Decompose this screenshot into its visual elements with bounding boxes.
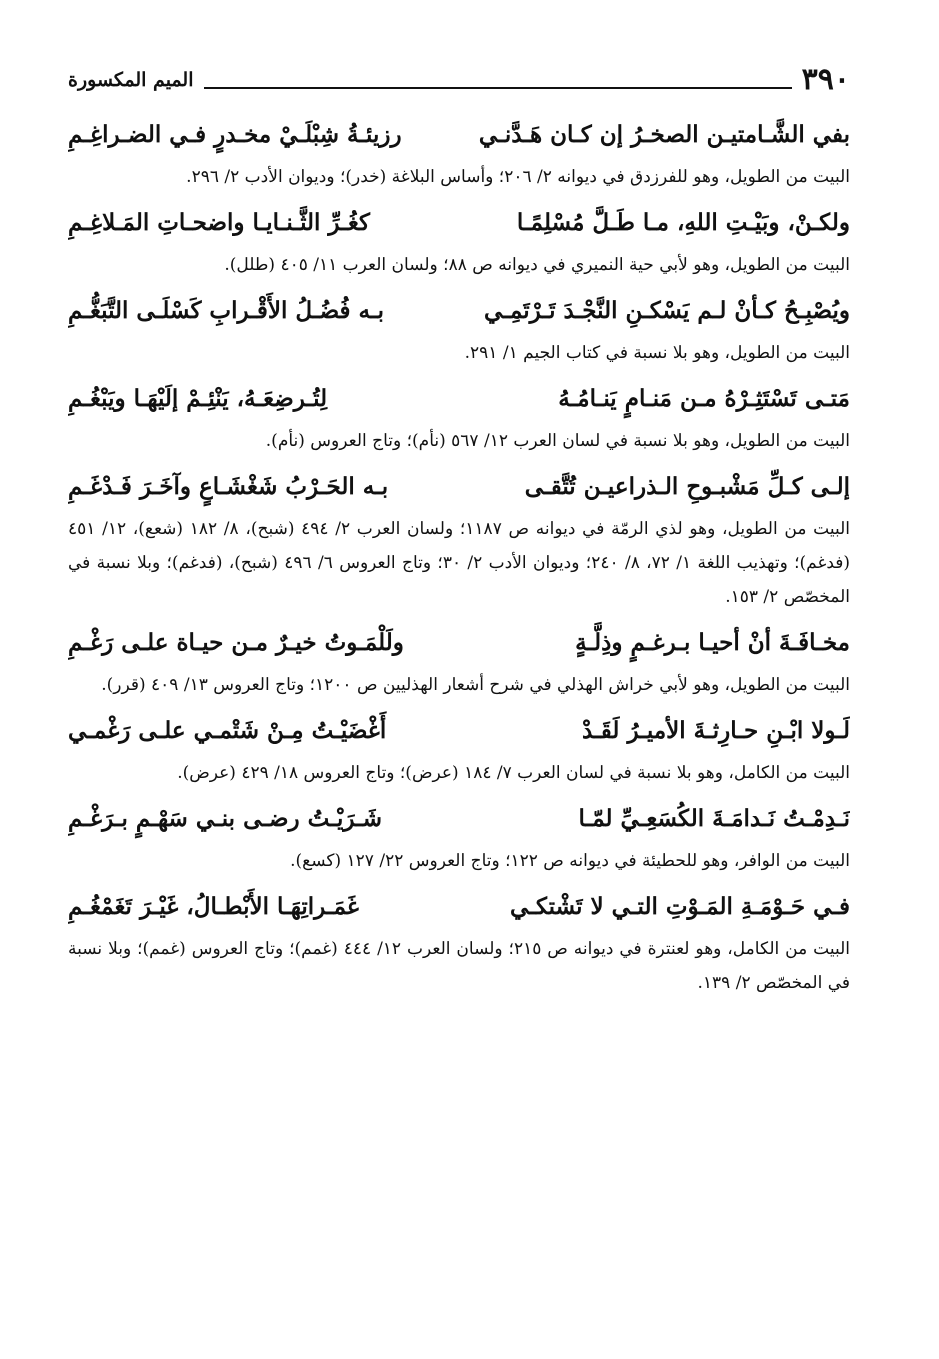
verse-entry (68, 286, 850, 370)
second-hemistich: شَـرَيْـتُ رضـى بنـي سَهْـمٍ بـرَغْـمِ (68, 805, 383, 832)
first-hemistich: إلـى كـلِّ مَشْبـوحِ الـذراعيـن تُتَّقـى (524, 473, 850, 500)
verse-line (68, 706, 850, 756)
verse-footnote: البيت من الكامل، وهو بلا نسبة في لسان العرب ٧/ ١٨٤ (عرض)؛ وتاج العروس ١٨/ ٤٢٩ (عرض). (177, 763, 850, 783)
header-rule (204, 87, 792, 89)
second-hemistich: رزيئـةُ شِبْلَـيْ مخـدرٍ فـي الضـراغِـمِ (68, 121, 402, 148)
first-hemistich: مَتـى تَسْتَثِـرْهُ مـن مَنـامٍ يَنـامُـهُ (558, 385, 850, 412)
verse-entry (68, 462, 850, 614)
first-hemistich: ولكـنْ، وبَيْـتِ اللهِ، مـا طَـلَّ مُسْلِمًـا (516, 209, 850, 236)
verse-footnote: البيت من الطويل، وهو لذي الرمّة في ديوانه ص ١١٨٧؛ ولسان العرب ٢/ ٤٩٤ (شبح)، ٨/ ١٨٢ (شعع)، ١٢/ ٤٥١ (فدغم)؛ وتهذيب اللغة ١/ ٧٢، ٨/ ٢٤٠؛ وديوان الأدب ٢/ ٣٠؛ وتاج العروس ٦/ ٤٩٦ (شبح)، (فدغم)؛ وبلا نسبة في المخصّص ٢/ ١٥٣. (68, 519, 851, 607)
verse-entry (68, 374, 850, 458)
second-hemistich: بـه فُضُـلُ الأَقْـرابِ كَسْلَـى التَّبَغُّـمِ (68, 297, 384, 324)
first-hemistich: لَـولا ابْـنِ حـارِثـةَ الأميـرُ لَقَـدْ (581, 717, 850, 744)
verse-line (68, 882, 850, 932)
first-hemistich: فـي حَـوْمَـةِ المَـوْتِ التـي لا تَشْتكـي (510, 893, 850, 920)
page-content (68, 60, 850, 1004)
verse-entry (68, 794, 850, 878)
verse-footnote: البيت من الوافر، وهو للحطيئة في ديوانه ص ١٢٢؛ وتاج العروس ٢٢/ ١٢٧ (كسع). (290, 851, 850, 871)
second-hemistich: غَمَـراتِهَـا الأَبْطـالُ، غَيْـرَ تَغَمْغُـمِ (68, 893, 359, 920)
verse-entry (68, 706, 850, 790)
verse-line (68, 286, 850, 336)
verse-line (68, 374, 850, 424)
second-hemistich: أَغْضَيْـتُ مِـنْ شَتْمـي علـى رَغْمـي (68, 717, 387, 744)
section-title: الميم المكسورة (68, 68, 194, 91)
verse-footnote: البيت من الطويل، وهو لأبي حية النميري في ديوانه ص ٨٨؛ ولسان العرب ١١/ ٤٠٥ (طلل). (224, 255, 850, 275)
verse-line (68, 462, 850, 512)
first-hemistich: مخـافَـةَ أنْ أحيـا بـرغـمٍ وذِلَّـةٍ (575, 629, 850, 656)
verse-footnote: البيت من الطويل، وهو بلا نسبة في لسان العرب ١٢/ ٥٦٧ (نأم)؛ وتاج العروس (نأم). (265, 431, 850, 451)
second-hemistich: كغُـرِّ الثَّـنـايـا واضحـاتِ المَـلاغِـمِ (68, 209, 370, 236)
first-hemistich: ويُصْبِـحُ كـأنْ لـم يَسْكـنِ النَّجْـدَ تَـرْتَمِـي (484, 297, 850, 324)
first-hemistich: بفي الشَّـامتيـن الصخـرُ إن كـان هَـدَّنـي (478, 121, 850, 148)
verse-line (68, 198, 850, 248)
verse-entry (68, 618, 850, 702)
verse-footnote: البيت من الطويل، وهو لأبي خراش الهذلي في شرح أشعار الهذليين ص ١٢٠٠؛ وتاج العروس ١٣/ ٤٠٩ (قرر). (101, 675, 850, 695)
running-head (68, 60, 850, 100)
page-number: ٣٩٠ (801, 62, 850, 97)
first-hemistich: نَـدِمْـتُ نَـدامَـةَ الكُسَعِـيِّ لمّـا (578, 805, 850, 832)
second-hemistich: لِتُـرضِعَـهُ، يَنْئِـمْ إلَيْهَـا ويَبْغُـمِ (68, 385, 328, 412)
verse-footnote: البيت من الطويل، وهو بلا نسبة في كتاب الجيم ١/ ٢٩١. (464, 343, 850, 363)
second-hemistich: ولَلْمَـوتُ خيـرٌ مـن حيـاة علـى رَغْـمِ (68, 629, 404, 656)
verse-entry (68, 882, 850, 1000)
second-hemistich: بـه الحَـرْبُ شَغْشَـاعٍ وآخَـرَ فَـدْغَـمِ (68, 473, 389, 500)
verse-line (68, 794, 850, 844)
verse-footnote: البيت من الكامل، وهو لعنترة في ديوانه ص ٢١٥؛ ولسان العرب ١٢/ ٤٤٤ (غمم)؛ وتاج العروس (غمم)؛ وبلا نسبة في المخصّص ٢/ ١٣٩. (68, 939, 850, 993)
verse-line (68, 110, 850, 160)
verse-entry (68, 110, 850, 194)
verse-line (68, 618, 850, 668)
verse-entry (68, 198, 850, 282)
verse-footnote: البيت من الطويل، وهو للفرزدق في ديوانه ٢/ ٢٠٦؛ وأساس البلاغة (خدر)؛ وديوان الأدب ٢/ ٢٩٦. (186, 167, 850, 187)
